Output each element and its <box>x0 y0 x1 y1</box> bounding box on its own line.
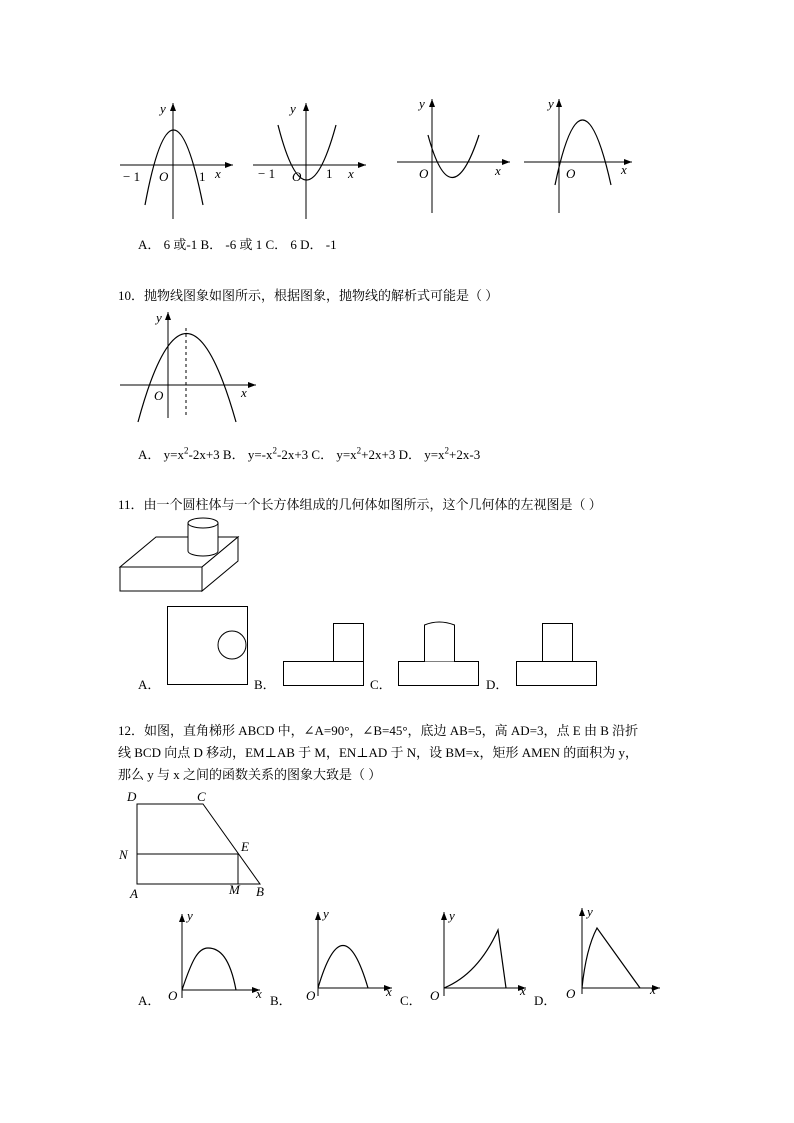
q12-option-b-graph <box>296 906 406 1003</box>
tick-neg1-label: − 1 <box>123 169 141 184</box>
tick-neg1-label: − 1 <box>258 166 276 181</box>
q12-label-a: A． <box>138 993 161 1008</box>
point-e-label: E <box>241 839 249 854</box>
q10-opt-a: A． y=x <box>138 447 184 462</box>
q12-line2: 线 BCD 向点 D 移动，EM⊥AB 于 M，EN⊥AD 于 N，设 BM=x，矩形 AMEN 的面积为 y， <box>118 745 639 760</box>
origin-label: O <box>306 988 316 1003</box>
q9-graph-d <box>522 95 642 220</box>
origin-label: O <box>419 166 429 181</box>
y-label: y <box>587 904 593 919</box>
q10-sup: 2 <box>444 445 450 456</box>
q11-option-b-view <box>283 623 365 687</box>
x-label: x <box>215 166 221 181</box>
origin-label: O <box>168 988 178 1003</box>
origin-label: O <box>292 169 302 184</box>
y-label: y <box>419 96 425 111</box>
q9-options: A． 6 或-1 B． -6 或 1 C． 6 D． -1 <box>138 237 337 252</box>
y-label: y <box>160 101 166 116</box>
q11-label-c: C． <box>370 677 392 692</box>
q10-opt-c: -2x+3 C． y=x <box>276 447 357 462</box>
origin-label: O <box>430 988 440 1003</box>
origin-label: O <box>154 388 164 403</box>
q12-option-a-graph <box>160 910 270 1002</box>
q11-option-a-view <box>167 606 249 686</box>
q10-opt-d-rest: +2x-3 <box>449 447 481 462</box>
q11-question: 11．由一个圆柱体与一个长方体组成的几何体如图所示，这个几何体的左视图是（ ） <box>118 497 602 512</box>
point-c-label: C <box>197 789 206 804</box>
point-m-label: M <box>229 882 240 897</box>
q10-opt-d: +2x+3 D． y=x <box>361 447 445 462</box>
q10-options <box>138 444 480 463</box>
q10-sup: 2 <box>356 445 362 456</box>
q12-label-c: C． <box>400 993 422 1008</box>
q10-opt-b: -2x+3 B． y=-x <box>188 447 273 462</box>
y-label: y <box>187 908 193 923</box>
x-label: x <box>241 385 247 400</box>
q12-line3: 那么 y 与 x 之间的函数关系的图象大致是（ ） <box>118 767 382 782</box>
x-label: x <box>256 986 262 1001</box>
tick-1-label: 1 <box>199 169 206 184</box>
q12-label-d: D． <box>534 993 557 1008</box>
point-n-label: N <box>119 847 128 862</box>
q10-sup: 2 <box>272 445 277 456</box>
point-d-label: D <box>127 789 137 804</box>
y-label: y <box>290 101 296 116</box>
x-label: x <box>348 166 354 181</box>
q12-label-b: B． <box>270 993 292 1008</box>
q9-graph-a <box>115 95 235 220</box>
q11-label-d: D． <box>486 677 509 692</box>
q9-graph-b <box>248 95 368 220</box>
origin-label: O <box>566 166 576 181</box>
q11-option-c-view <box>398 619 480 687</box>
y-label: y <box>548 96 554 111</box>
q10-sup: 2 <box>183 445 189 456</box>
y-label: y <box>449 908 455 923</box>
q11-label-b: B． <box>254 677 276 692</box>
origin-label: O <box>159 169 169 184</box>
x-label: x <box>386 984 392 999</box>
q12-option-d-graph <box>560 904 670 1001</box>
x-label: x <box>621 162 627 177</box>
x-label: x <box>520 983 526 998</box>
q11-option-d-view <box>516 623 598 687</box>
tick-1-label: 1 <box>326 166 333 181</box>
x-label: x <box>650 982 656 997</box>
q11-solid-figure <box>118 515 243 595</box>
q11-label-a: A． <box>138 677 161 692</box>
q12-option-c-graph <box>426 908 536 1003</box>
q12-line1: 12．如图，直角梯形 ABCD 中，∠A=90°，∠B=45°，底边 AB=5，高 AD=3，点 E 由 B 沿折 <box>118 723 639 738</box>
point-b-label: B <box>256 884 264 899</box>
q10-parabola-graph <box>118 310 263 425</box>
x-label: x <box>495 163 501 178</box>
y-label: y <box>156 310 162 325</box>
y-label: y <box>323 906 329 921</box>
origin-label: O <box>566 986 576 1001</box>
q12-trapezoid-figure <box>115 788 270 900</box>
q10-question: 10．抛物线图象如图所示，根据图象，抛物线的解析式可能是（ ） <box>118 288 499 303</box>
point-a-label: A <box>130 886 138 901</box>
q9-graph-c <box>395 95 515 220</box>
